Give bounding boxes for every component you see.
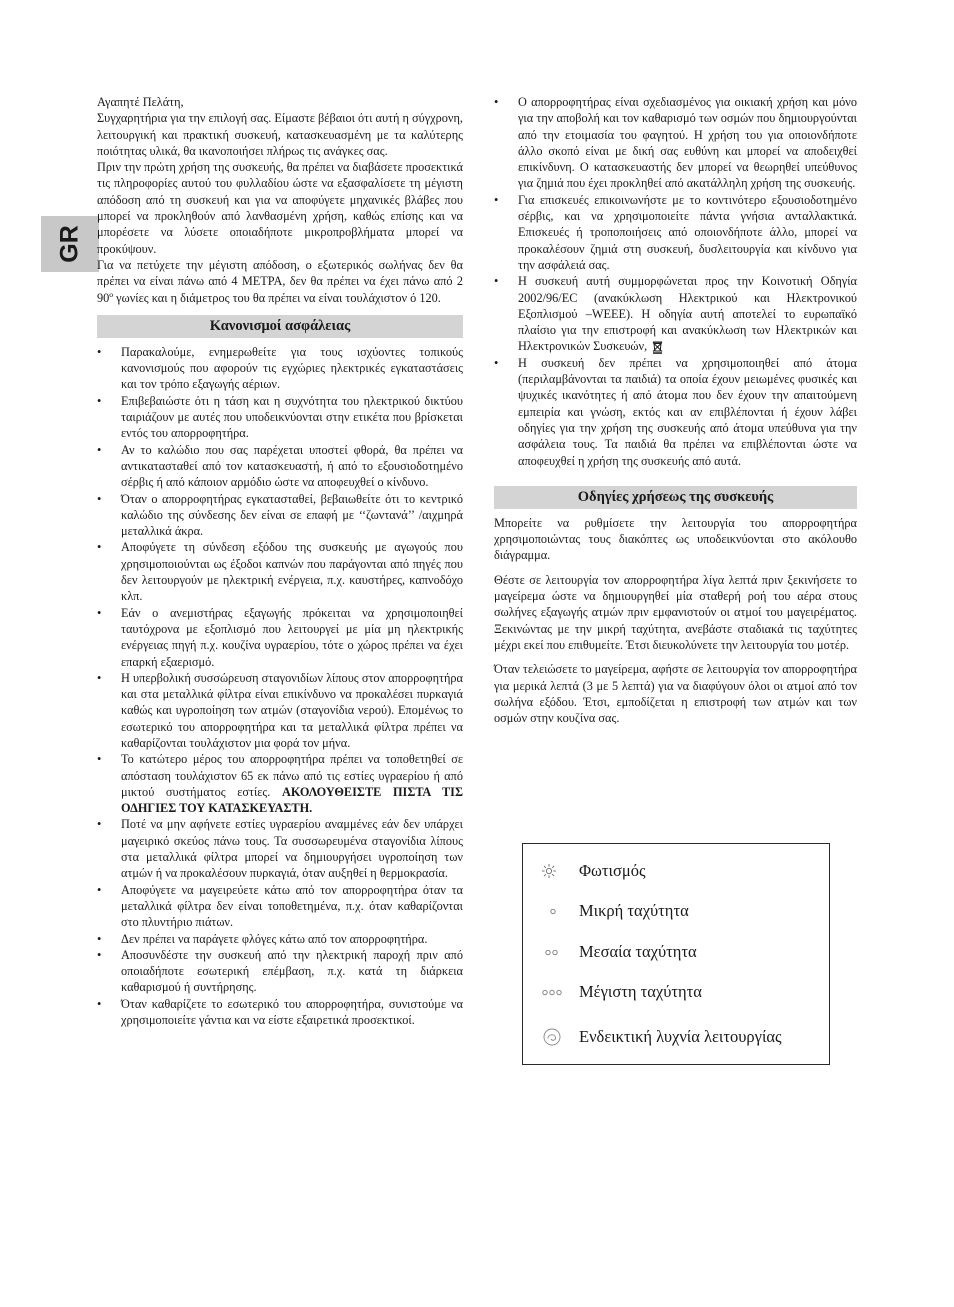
legend-label: Ενδεικτική λυχνία λειτουργίας [579,1027,782,1046]
list-item: • Για επισκευές επικοινωνήστε με το κοντινότερο εξουσιοδοτημένο σέρβις, και να χρησιμοποιείτε πάντα γνήσια ανταλλακτικά. Επισκευές ή τροποποιήσεις από οποιονδήποτε άλλο, μπορεί να προκαλέσουν ζημιά στη συσκευή, δυσλειτουργία και κίνδυνο για την ασφάλειά σας. [494,192,857,273]
list-item: • Παρακαλούμε, ενημερωθείτε για τους ισχύοντες τοπικούς κανονισμούς που αφορούν τις εγχώριες ηλεκτρικές εγκαταστάσεις και τον τρόπο εξαγωγής αέριων. [97,344,463,393]
left-column [97,94,463,1028]
usage-paragraph-1: Μπορείτε να ρυθμίσετε την λειτουργία του απορροφητήρα χρησιμοποιώντας τους διακόπτες ως υποδεικνύονται στο ακόλουθο διάγραμμα. [494,515,857,563]
indicator-lamp-icon [541,1025,583,1049]
safety-list [97,344,463,1028]
light-icon [541,859,583,883]
speed-3-icon [541,980,583,1004]
legend-label: Μεσαία ταχύτητα [579,942,697,961]
safety-section-title: Κανονισμοί ασφάλειας [97,315,463,338]
list-item: • Επιβεβαιώστε ότι η τάση και η συχνότητα του ηλεκτρικού δικτύου ταιριάζουν με αυτές που υποδεικνύονται στην ετικέτα που βρίσκεται εντός του απορροφητήρα. [97,393,463,442]
general-list [494,94,857,469]
greeting: Αγαπητέ Πελάτη, [97,95,184,109]
list-item-text: Το κατώτερο μέρος του απορροφητήρα πρέπει να τοποθετηθεί σε απόσταση τουλάχιστον 65 εκ πάνω από τις εστίες υγραερίου ή από μικτού συστήματος εστίες. [121,752,463,799]
intro-paragraph-1: Συγχαρητήρια για την επιλογή σας. Είμαστε βέβαιοι ότι αυτή η σύγχρονη, λειτουργική και πρακτική συσκευή, κατασκευασμένη με τα καλύτερης ποιότητας υλικά, θα ικανοποιήσει πλήρως τις ανάγκες σας. [97,111,463,158]
usage-paragraph-3: Όταν τελειώσετε το μαγείρεμα, αφήστε σε λειτουργία τον απορροφητήρα για μερικά λεπτά (3 με 5 λεπτά) για να διαφύγουν όλοι οι ατμοί από τον σωλήνα εξόδου. Έτσι, εμποδίζεται η επιστροφή των ατμών και των οσμών στην κουζίνα σας. [494,662,857,726]
list-item-emphasis: ΑΚΟΛΟΥΘΕΙΣΤΕ ΠΙΣΤΑ ΤΙΣ ΟΔΗΓΙΕΣ ΤΟΥ ΚΑΤΑΣΚΕΥΑΣΤΗ. [121,784,463,816]
list-item: • Η συσκευή δεν πρέπει να χρησιμοποιηθεί από άτομα (περιλαμβάνονται τα παιδιά) τα οποία έχουν μειωμένες φυσικές και ψυχικές ικανότητες ή από άτομα που δεν έχουν την απαιτούμενη εμπειρία και γνώση, εκτός και αν επιβλέπονται ή έχουν λάβει οδηγίες για την χρήση της συσκευής από άτομα υπεύθυνα για την ασφάλεια τους. Τα παιδιά θα πρέπει να επιβλέπονται ώστε να αποφευχθεί η χρήση της συσκευής από αυτά. [494,355,857,469]
list-item: • Εάν ο ανεμιστήρας εξαγωγής πρόκειται να χρησιμοποιηθεί ταυτόχρονα με εξοπλισμό που λειτουργεί με μία μη ηλεκτρικής ενέργειας πηγή π.χ. κουζίνα υγραερίου, τότε ο χώρος πρέπει να έχει επαρκή εξαερισμό. [97,605,463,670]
right-column [494,94,857,734]
intro-paragraph-3: Για να πετύχετε την μέγιστη απόδοση, ο εξωτερικός σωλήνας δεν θα πρέπει να είναι πάνω από 4 ΜΕΤΡΑ, δεν θα πρέπει να έχει πάνω από 2 90º γωνίες και η διάμετρος του θα πρέπει να είναι τουλάχιστον ό 120. [97,257,463,305]
usage-section-title: Οδηγίες χρήσεως της συσκευής [494,486,857,509]
legend-row-low-speed [523,899,829,923]
legend-row-medium-speed [523,940,829,964]
list-item-text: Η συσκευή αυτή συμμορφώνεται προς την Κοινοτική Οδηγία 2002/96/EC (ανακύκλωση Ηλεκτρικού και Ηλεκτρονικού Εξοπλισμού –WEEE). Η οδηγία αυτή αποτελεί το ευρωπαϊκό πλαίσιο για την επιστροφή και ανακύκλωση των Ηλεκτρικών και Ηλεκτρονικών Συσκευών, [518,274,857,354]
legend-label: Φωτισμός [579,861,646,880]
controls-legend [522,843,830,1065]
legend-row-max-speed [523,980,829,1004]
list-item: • Ποτέ να μην αφήνετε εστίες υγραερίου αναμμένες εάν δεν υπάρχει μαγειρικό σκεύος πάνω τους. Τα συσσωρευμένα σταγονίδια λίπους στα μεταλλικά φίλτρα μπορεί να δημιουργήσει υγροποίηση των ατμών ή να προκαλέσουν πυρκαγιά, όταν αυξηθεί η θερμοκρασία. [97,816,463,881]
list-item: • Αν το καλώδιο που σας παρέχεται υποστεί φθορά, θα πρέπει να αντικατασταθεί από τον κατασκευαστή, ή από το εξουσιοδοτημένο σέρβις ή από κάποιον αρμόδιο ώστε να αποφευχθεί ο κίνδυνο. [97,442,463,491]
list-item: • Αποφύγετε να μαγειρεύετε κάτω από τον απορροφητήρα όταν τα μεταλλικά φίλτρα δεν είναι τοποθετημένα, π.χ. όταν καθαρίζονται στο πλυντήριο πιάτων. [97,882,463,931]
list-item: • Δεν πρέπει να παράγετε φλόγες κάτω από τον απορροφητήρα. [97,931,463,947]
weee-bin-icon [652,341,663,354]
legend-row-light [523,859,829,883]
list-item [494,273,857,354]
usage-paragraph-2: Θέστε σε λειτουργία τον απορροφητήρα λίγα λεπτά πριν ξεκινήσετε το μαγείρεμα ώστε να δημιουργηθεί μία σταθερή ροή του αέρα στους σωλήνες εξαγωγής ατμών πριν εμφανιστούν οι ατμοί του μαγειρέματος. Ξεκινώντας με την μικρή ταχύτητα, ανεβάστε σταδιακά τις ταχύτητες μέχρι εκεί που επιθυμείτε. Έτσι διευκολύνετε την λειτουργία του μοτέρ. [494,572,857,652]
list-item: • Ο απορροφητήρας είναι σχεδιασμένος για οικιακή χρήση και μόνο για την αποβολή και τον καθαρισμό των οσμών που δημιουργούνται από την ετοιμασία του φαγητού. Η χρήση του για οποιονδήποτε άλλο σκοπό είναι με δική σας ευθύνη και μπορεί να αποδειχθεί επικίνδυνη. Ο κατασκευαστής δεν μπορεί να θεωρηθεί υπεύθυνος για ζημιά που έχει προκληθεί από ακατάλληλη χρήση της συσκευής. [494,94,857,192]
speed-1-icon [541,899,583,923]
language-tab-label: GR [55,225,84,263]
legend-row-indicator [523,1025,829,1049]
list-item: • Η υπερβολική συσσώρευση σταγονιδίων λίπους στον απορροφητήρα και στα μεταλλικά φίλτρα είναι επικίνδυνο να προκαλέσει πυρκαγιά καθώς και υγροποίηση των ατμών (σταγονίδια νερού). Επομένως το εσωτερικό του απορροφητήρα και τα μεταλλικά φίλτρα πρέπει να καθαρίζονται τουλάχιστον μια φορά τον μήνα. [97,670,463,751]
intro-paragraph-2: Πριν την πρώτη χρήση της συσκευής, θα πρέπει να διαβάσετε προσεκτικά τις πληροφορίες αυτού του φυλλαδίου ώστε να εξασφαλίσετε τη μέγιστη απόδοση από τη συσκευή και για να αποφύγετε μηχανικές βλάβες που μπορεί να προκληθούν από λανθασμένη χρήση, καθώς επίσης και να μπορέσετε να λύσετε οποιαδήποτε μικροπροβλήματα μπορεί να προκύψουν. [97,160,463,256]
legend-label: Μέγιστη ταχύτητα [579,982,702,1001]
legend-label: Μικρή ταχύτητα [579,901,689,920]
list-item: • Αποφύγετε τη σύνδεση εξόδου της συσκευής με αγωγούς που χρησιμοποιούνται ως έξοδοι καπνών που παράγονται από πηγές που δεν λειτουργούν με ηλεκτρική ενέργεια, π.χ. καυστήρες, καπνοδόχο κλπ. [97,539,463,604]
list-item: • Όταν καθαρίζετε το εσωτερικό του απορροφητήρα, συνιστούμε να χρησιμοποιείτε γάντια και να είστε εξαιρετικά προσεκτικοί. [97,996,463,1029]
language-tab [41,216,99,272]
list-item [97,751,463,816]
list-item: • Αποσυνδέστε την συσκευή από την ηλεκτρική παροχή πριν από οποιαδήποτε εσωτερική επέμβαση, π.χ. κατά τη διάρκεια καθαρισμού ή συντήρησης. [97,947,463,996]
list-item: • Όταν ο απορροφητήρας εγκατασταθεί, βεβαιωθείτε ότι το κεντρικό καλώδιο της σύνδεσης δεν είναι σε επαφή με ‘‘ζωντανά’’ /αιχμηρά μεταλλικά άκρα. [97,491,463,540]
speed-2-icon [541,940,583,964]
